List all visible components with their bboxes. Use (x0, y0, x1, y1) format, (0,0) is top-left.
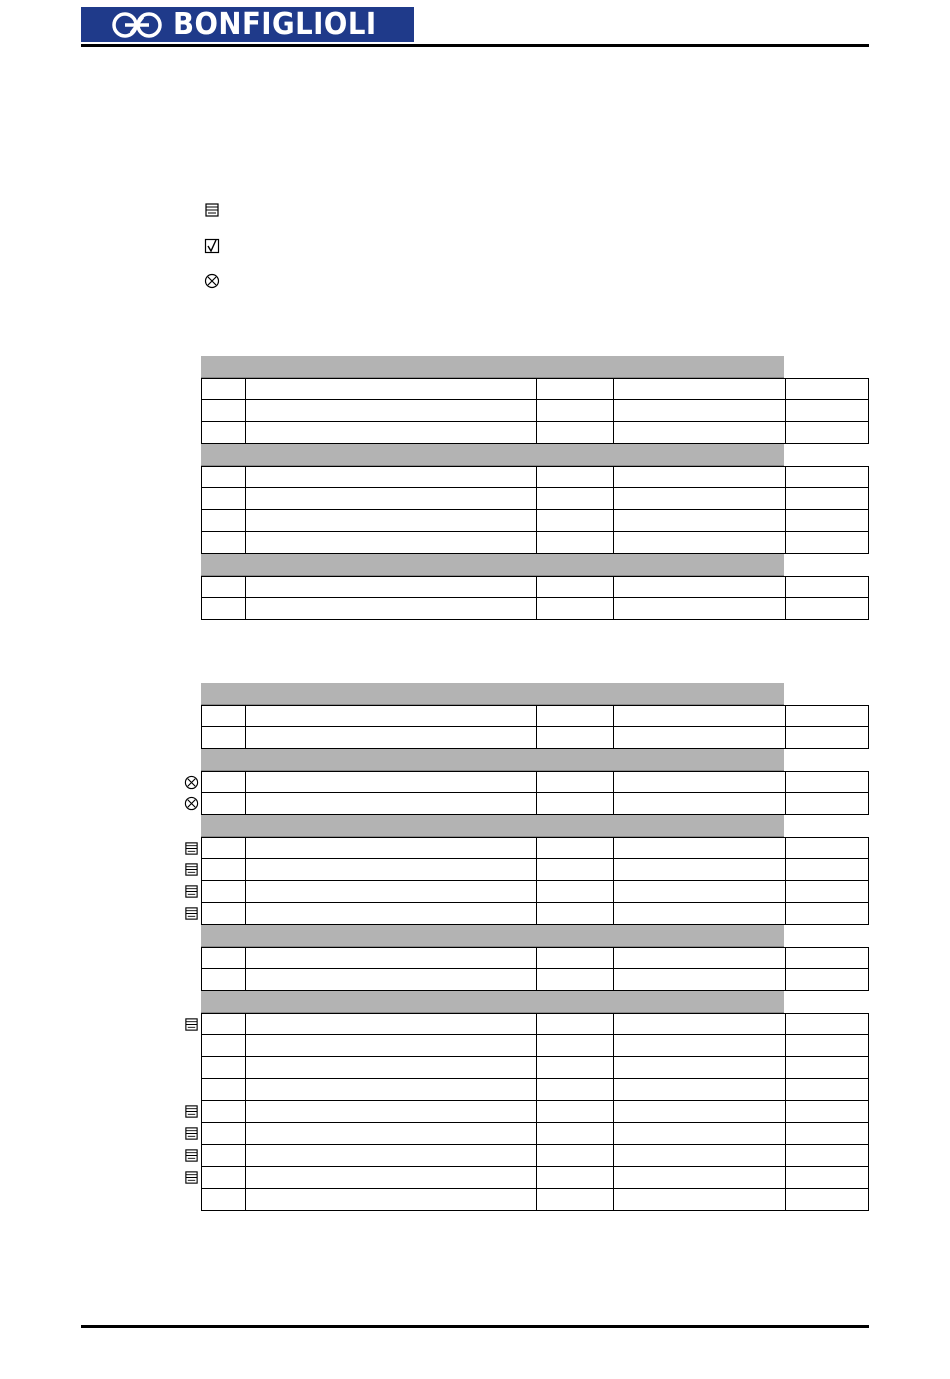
table-row (201, 1057, 869, 1079)
save-icon (184, 906, 199, 921)
table-row (201, 1079, 869, 1101)
save-icon (184, 1017, 199, 1032)
table-row (201, 859, 869, 881)
header-rule (81, 44, 869, 47)
table-row (201, 466, 869, 488)
table-row (201, 378, 869, 400)
parameter-table-1 (201, 356, 869, 620)
save-icon (184, 1126, 199, 1141)
section-header (201, 815, 869, 837)
cancel-icon (184, 796, 199, 811)
table-row (201, 400, 869, 422)
table-row (201, 881, 869, 903)
section-header (201, 991, 869, 1013)
save-icon (184, 841, 199, 856)
save-icon (184, 1104, 199, 1119)
section-header (201, 925, 869, 947)
save-icon (184, 1170, 199, 1185)
table-row (201, 510, 869, 532)
table-row (201, 947, 869, 969)
section-header (201, 749, 869, 771)
save-icon (184, 884, 199, 899)
section-header (201, 554, 869, 576)
brand-name: BONFIGLIOLI (173, 7, 377, 42)
save-icon (204, 202, 220, 218)
cancel-icon (204, 273, 220, 289)
table-row (201, 1189, 869, 1211)
table-row (201, 1035, 869, 1057)
cancel-icon (184, 775, 199, 790)
table-row (201, 532, 869, 554)
section-header (201, 356, 869, 378)
section-header (201, 444, 869, 466)
check-icon (204, 238, 220, 254)
table-row (201, 598, 869, 620)
table-row (201, 837, 869, 859)
table-row (201, 1145, 869, 1167)
save-icon (184, 862, 199, 877)
table-row (201, 969, 869, 991)
table-row (201, 576, 869, 598)
brand-logo (81, 7, 414, 42)
parameter-table-2 (201, 683, 869, 1211)
table-row (201, 705, 869, 727)
table-row (201, 1167, 869, 1189)
table-row (201, 1101, 869, 1123)
table-row (201, 1123, 869, 1145)
table-row (201, 422, 869, 444)
logo-icon (111, 11, 163, 39)
table-row (201, 488, 869, 510)
table-row (201, 1013, 869, 1035)
table-row (201, 903, 869, 925)
section-header (201, 683, 869, 705)
table-row (201, 727, 869, 749)
table-row (201, 793, 869, 815)
footer-rule (81, 1325, 869, 1328)
table-row (201, 771, 869, 793)
save-icon (184, 1148, 199, 1163)
